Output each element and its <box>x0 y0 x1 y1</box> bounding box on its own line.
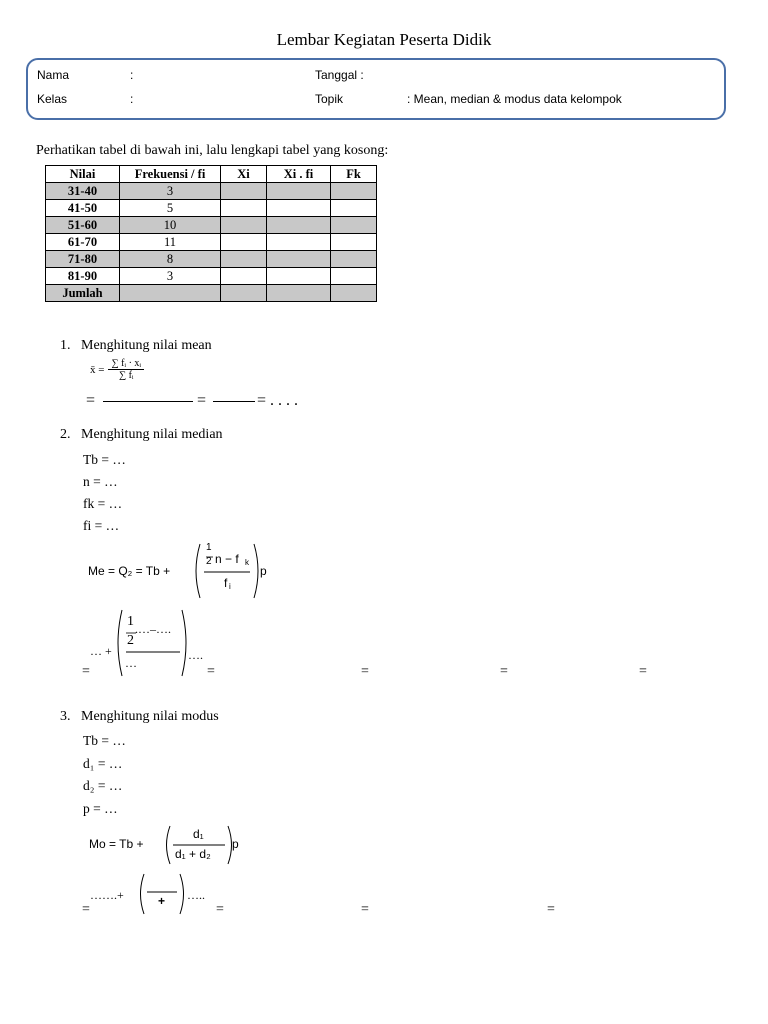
cell-xi-blank[interactable] <box>221 268 267 285</box>
median-fi: fi = … <box>83 518 120 533</box>
mean-blank-line-2 <box>213 401 255 402</box>
median-eq-5: = <box>639 664 647 679</box>
cell-frekuensi: 11 <box>120 234 221 251</box>
mean-eq-1: = <box>86 392 96 409</box>
median-formula-half-den: 2 <box>206 556 212 567</box>
table-row <box>46 200 377 217</box>
cell-xifi-blank[interactable] <box>267 183 331 200</box>
cell-frekuensi: 5 <box>120 200 221 217</box>
cell-xi-blank[interactable] <box>221 234 267 251</box>
modus-sub-plus: + <box>158 894 166 908</box>
topik-label: Topik <box>315 92 344 106</box>
median-n: n = … <box>83 474 118 489</box>
cell-xifi-blank[interactable] <box>267 200 331 217</box>
mean-heading: 1. Menghitung nilai mean <box>60 338 212 353</box>
cell-nilai: 81-90 <box>46 268 120 285</box>
header-xi: Xi <box>221 166 267 183</box>
mean-formula <box>90 358 144 381</box>
table-row <box>46 251 377 268</box>
header-fk: Fk <box>331 166 377 183</box>
mean-blank-line-1 <box>103 401 193 402</box>
cell-nilai: 71-80 <box>46 251 120 268</box>
median-formula <box>88 540 288 602</box>
modus-formula-p: p <box>232 837 239 851</box>
mean-formula-numerator: ∑ fᵢ · xᵢ <box>108 358 144 370</box>
cell-fk-blank[interactable] <box>331 217 377 234</box>
header-frekuensi: Frekuensi / fi <box>120 166 221 183</box>
modus-tb: Tb = … <box>83 733 126 748</box>
median-formula-parens <box>192 542 262 600</box>
cell-xi-blank[interactable] <box>221 200 267 217</box>
cell-total-xi-blank[interactable] <box>221 285 267 302</box>
table-row <box>46 234 377 251</box>
cell-frekuensi: 3 <box>120 268 221 285</box>
cell-frekuensi: 3 <box>120 183 221 200</box>
cell-xifi-blank[interactable] <box>267 251 331 268</box>
cell-fk-blank[interactable] <box>331 234 377 251</box>
modus-formula <box>89 824 259 866</box>
cell-total-xifi-blank[interactable] <box>267 285 331 302</box>
modus-substitution <box>85 872 225 918</box>
cell-fk-blank[interactable] <box>331 183 377 200</box>
modus-eq-1: = <box>82 902 90 917</box>
mean-eq-2: = <box>197 392 207 409</box>
median-formula-lhs: Me = Q₂ = Tb + <box>88 564 171 578</box>
mean-formula-denominator: ∑ fᵢ <box>118 370 134 381</box>
median-formula-half-num: 1 <box>206 542 212 553</box>
cell-xifi-blank[interactable] <box>267 268 331 285</box>
mean-xbar: x̄ = <box>90 363 105 376</box>
table-header-row <box>46 166 377 183</box>
table-row <box>46 217 377 234</box>
median-sub-half-num: 1 <box>127 614 134 629</box>
table-total-row <box>46 285 377 302</box>
median-formula-i-sub: i <box>229 582 231 591</box>
median-sub-lhs: … + <box>90 644 112 658</box>
header-nilai: Nilai <box>46 166 120 183</box>
median-eq-4: = <box>500 664 508 679</box>
cell-xi-blank[interactable] <box>221 183 267 200</box>
cell-total-fk-blank[interactable] <box>331 285 377 302</box>
modus-d2: d₂ = … <box>83 778 123 793</box>
cell-nilai: 31-40 <box>46 183 120 200</box>
modus-sub-p: ….. <box>187 888 205 902</box>
tanggal-label: Tanggal : <box>315 68 364 82</box>
cell-xi-blank[interactable] <box>221 251 267 268</box>
modus-formula-num: d₁ <box>193 827 204 841</box>
modus-formula-den: d₁ + d₂ <box>175 847 211 861</box>
cell-xifi-blank[interactable] <box>267 217 331 234</box>
modus-p: p = … <box>83 801 118 816</box>
topik-value: : Mean, median & modus data kelompok <box>407 92 622 106</box>
cell-nilai: 41-50 <box>46 200 120 217</box>
median-sub-half-den: 2 <box>127 633 134 648</box>
instruction-text: Perhatikan tabel di bawah ini, lalu lengkapi tabel yang kosong: <box>36 143 389 158</box>
median-formula-den: f <box>224 576 228 590</box>
median-eq-3: = <box>361 664 369 679</box>
cell-frekuensi: 10 <box>120 217 221 234</box>
nama-label: Nama <box>37 68 70 82</box>
median-eq-2: = <box>207 664 215 679</box>
page-title: Lembar Kegiatan Peserta Didik <box>276 30 492 49</box>
median-fk: fk = … <box>83 496 123 511</box>
median-sub-bottom: … <box>125 656 137 670</box>
modus-eq-4: = <box>547 902 555 917</box>
cell-xifi-blank[interactable] <box>267 234 331 251</box>
cell-fk-blank[interactable] <box>331 200 377 217</box>
modus-formula-lhs: Mo = Tb + <box>89 837 144 851</box>
frequency-table <box>45 165 377 302</box>
median-eq-1: = <box>82 664 90 679</box>
median-formula-n-fk: n − f <box>215 552 239 566</box>
cell-fk-blank[interactable] <box>331 251 377 268</box>
median-tb: Tb = … <box>83 452 126 467</box>
table-row <box>46 268 377 285</box>
modus-eq-2: = <box>216 902 224 917</box>
cell-fk-blank[interactable] <box>331 268 377 285</box>
kelas-colon: : <box>130 92 134 106</box>
cell-jumlah-label: Jumlah <box>46 285 120 302</box>
header-xi-fi: Xi . fi <box>267 166 331 183</box>
cell-xi-blank[interactable] <box>221 217 267 234</box>
nama-colon: : <box>130 68 134 82</box>
median-sub-top: .…–…. <box>135 622 171 636</box>
median-sub-p: …. <box>188 648 203 662</box>
table-row <box>46 183 377 200</box>
median-formula-p: p <box>260 564 267 578</box>
median-heading: 2. Menghitung nilai median <box>60 427 223 442</box>
cell-nilai: 61-70 <box>46 234 120 251</box>
modus-d1: d₁ = … <box>83 756 123 771</box>
modus-sub-lhs: …….+ <box>90 888 124 902</box>
median-substitution <box>80 608 220 680</box>
cell-nilai: 51-60 <box>46 217 120 234</box>
modus-eq-3: = <box>361 902 369 917</box>
modus-heading: 3. Menghitung nilai modus <box>60 709 219 724</box>
kelas-label: Kelas <box>37 92 68 106</box>
cell-frekuensi: 8 <box>120 251 221 268</box>
median-formula-k-sub: k <box>245 558 249 567</box>
mean-result: = . . . . <box>257 392 299 409</box>
cell-total-frekuensi-blank[interactable] <box>120 285 221 302</box>
